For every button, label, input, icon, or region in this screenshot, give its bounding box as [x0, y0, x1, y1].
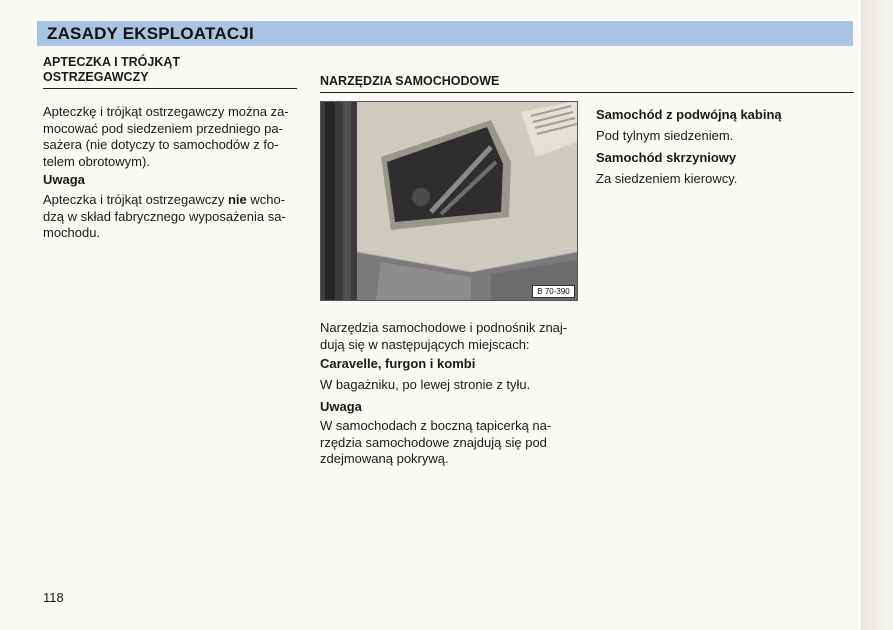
left-note-line3: mochodu.: [43, 225, 101, 240]
left-heading: [43, 55, 293, 85]
image-code-label: B 70-390: [532, 285, 575, 298]
middle-heading-rule: [320, 92, 854, 93]
left-paragraph-line: Apteczkę i trójkąt ostrzegawczy można za-: [43, 104, 289, 119]
middle-note-line: rzędzia samochodowe znajdują się pod: [320, 434, 547, 450]
section-title: ZASADY EKSPLOATACJI: [47, 24, 254, 43]
middle-note-line: zdejmowaną pokrywą.: [320, 451, 449, 466]
middle-note-line: W samochodach z boczną tapicerką na-: [320, 418, 552, 433]
middle-caption: [320, 320, 576, 353]
left-heading-line1: APTECZKA I TRÓJKĄT: [43, 55, 181, 69]
tools-compartment-photo: [320, 101, 578, 301]
left-note-line2: dzą w skład fabrycznego wyposażenia sa-: [43, 208, 286, 224]
middle-caption-line: dują się w następujących miejscach:: [320, 336, 530, 352]
middle-heading: NARZĘDZIA SAMOCHODOWE: [320, 74, 500, 88]
left-paragraph-line: mocować pod siedzeniem przedniego pa-: [43, 120, 283, 136]
left-note: [43, 192, 297, 242]
left-paragraph: [43, 104, 297, 170]
left-heading-rule: [43, 88, 297, 89]
left-note-text: Apteczka i trójkąt ostrzegawczy: [43, 192, 228, 207]
middle-note: [320, 418, 576, 468]
page-number: 118: [43, 590, 64, 605]
left-note-emphasis: nie: [227, 192, 247, 207]
left-paragraph-line: telem obrotowym).: [43, 153, 150, 169]
middle-subheading: Caravelle, furgon i kombi: [320, 356, 476, 371]
right-subheading-double-cab: Samochód z podwójną kabiną: [596, 107, 782, 122]
left-heading-line2: OSTRZEGAWCZY: [43, 70, 149, 84]
middle-note-heading: Uwaga: [320, 399, 362, 414]
left-paragraph-line: sażera (nie dotyczy to samochodów z fo-: [43, 137, 279, 152]
right-subheading-pickup: Samochód skrzyniowy: [596, 150, 737, 165]
middle-caption-line: Narzędzia samochodowe i podnośnik znaj-: [320, 320, 568, 335]
middle-location: W bagażniku, po lewej stronie z tyłu.: [320, 377, 531, 392]
page-edge: [861, 0, 893, 630]
right-location-double-cab: Pod tylnym siedzeniem.: [596, 128, 734, 143]
left-note-line1: [43, 192, 297, 209]
left-note-text: wcho-: [246, 192, 286, 207]
left-note-heading: Uwaga: [43, 172, 85, 187]
right-location-pickup: Za siedzeniem kierowcy.: [596, 171, 738, 186]
